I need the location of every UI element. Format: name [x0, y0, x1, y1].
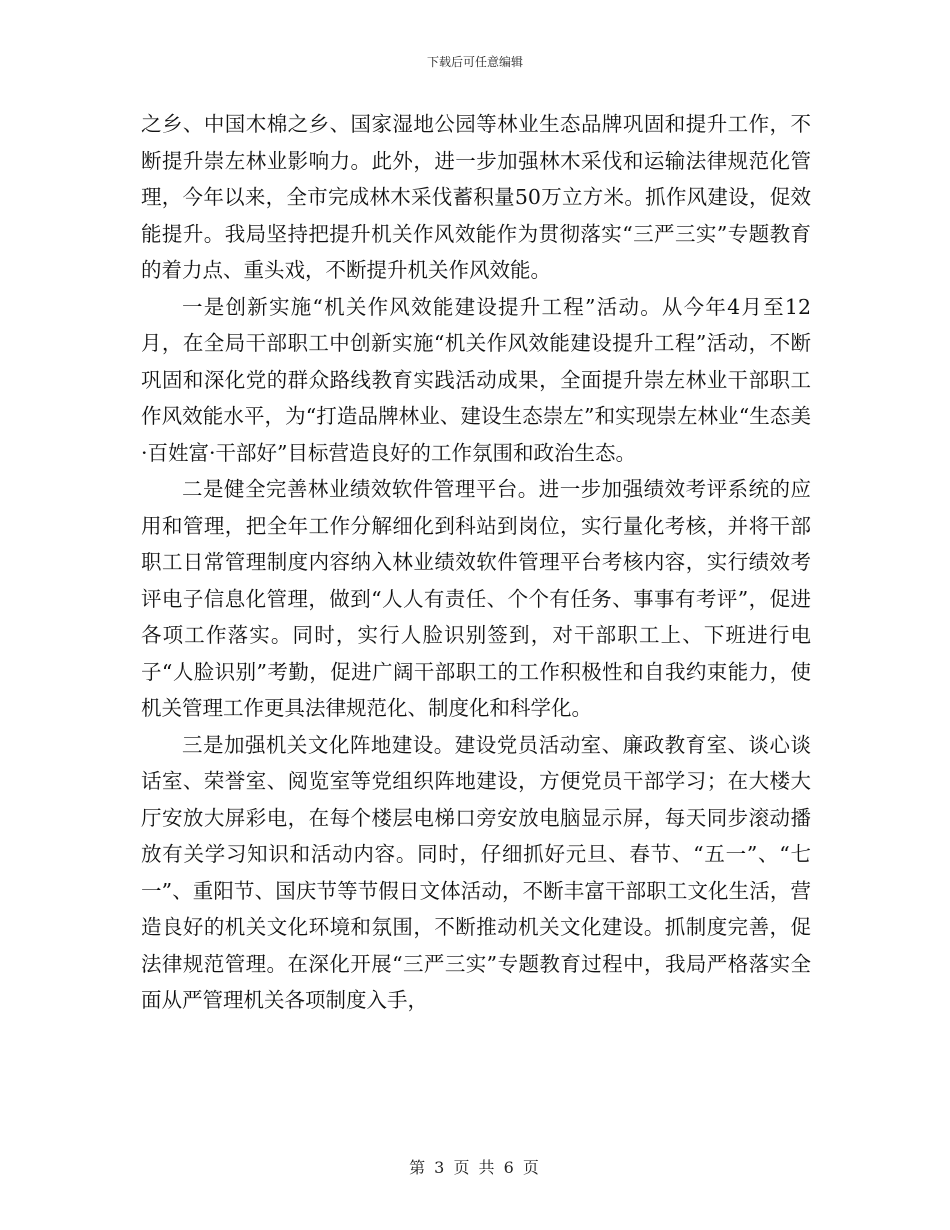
paragraph-item-1: 一是创新实施“机关作风效能建设提升工程”活动。从今年4月至12月，在全局干部职工中创新实施“机关作风效能建设提升工程”活动，不断巩固和深化党的群众路线教育实践活动成果，全面提升崇左林业干部职工作风效能水平，为“打造品牌林业、建设生态崇左”和实现崇左林业“生态美·百姓富·干部好”目标营造良好的工作氛围和政治生态。 [141, 294, 811, 465]
page-number-footer: 第 3 页 共 6 页 [409, 1158, 541, 1177]
paragraph-item-2: 二是健全完善林业绩效软件管理平台。进一步加强绩效考评系统的应用和管理，把全年工作分解细化到科站到岗位，实行量化考核，并将干部职工日常管理制度内容纳入林业绩效软件管理平台考核内容，实行绩效考评电子信息化管理，做到“人人有责任、个个有任务、事事有考评”，促进各项工作落实。同时，实行人脸识别签到，对干部职工上、下班进行电子“人脸识别”考勤，促进广阔干部职工的工作积极性和自我约束能力，使机关管理工作更具法律规范化、制度化和科学化。 [141, 477, 811, 720]
page-header-note: 下载后可任意编辑 [426, 55, 523, 69]
document-body [141, 106, 811, 1019]
paragraph-continued: 之乡、中国木棉之乡、国家湿地公园等林业生态品牌巩固和提升工作，不断提升崇左林业影响力。此外，进一步加强林木采伐和运输法律规范化管理，今年以来，全市完成林木采伐蓄积量50万立方米。抓作风建设，促效能提升。我局坚持把提升机关作风效能作为贯彻落实“三严三实”专题教育的着力点、重头戏，不断提升机关作风效能。 [141, 112, 811, 282]
paragraph-item-3: 三是加强机关文化阵地建设。建设党员活动室、廉政教育室、谈心谈话室、荣誉室、阅览室等党组织阵地建设，方便党员干部学习；在大楼大厅安放大屏彩电，在每个楼层电梯口旁安放电脑显示屏，每天同步滚动播放有关学习知识和活动内容。同时，仔细抓好元旦、春节、“五一”、“七一”、重阳节、国庆节等节假日文体活动，不断丰富干部职工文化生活，营造良好的机关文化环境和氛围，不断推动机关文化建设。抓制度完善，促法律规范管理。在深化开展“三严三实”专题教育过程中，我局严格落实全面从严管理机关各项制度入手， [141, 732, 811, 1012]
